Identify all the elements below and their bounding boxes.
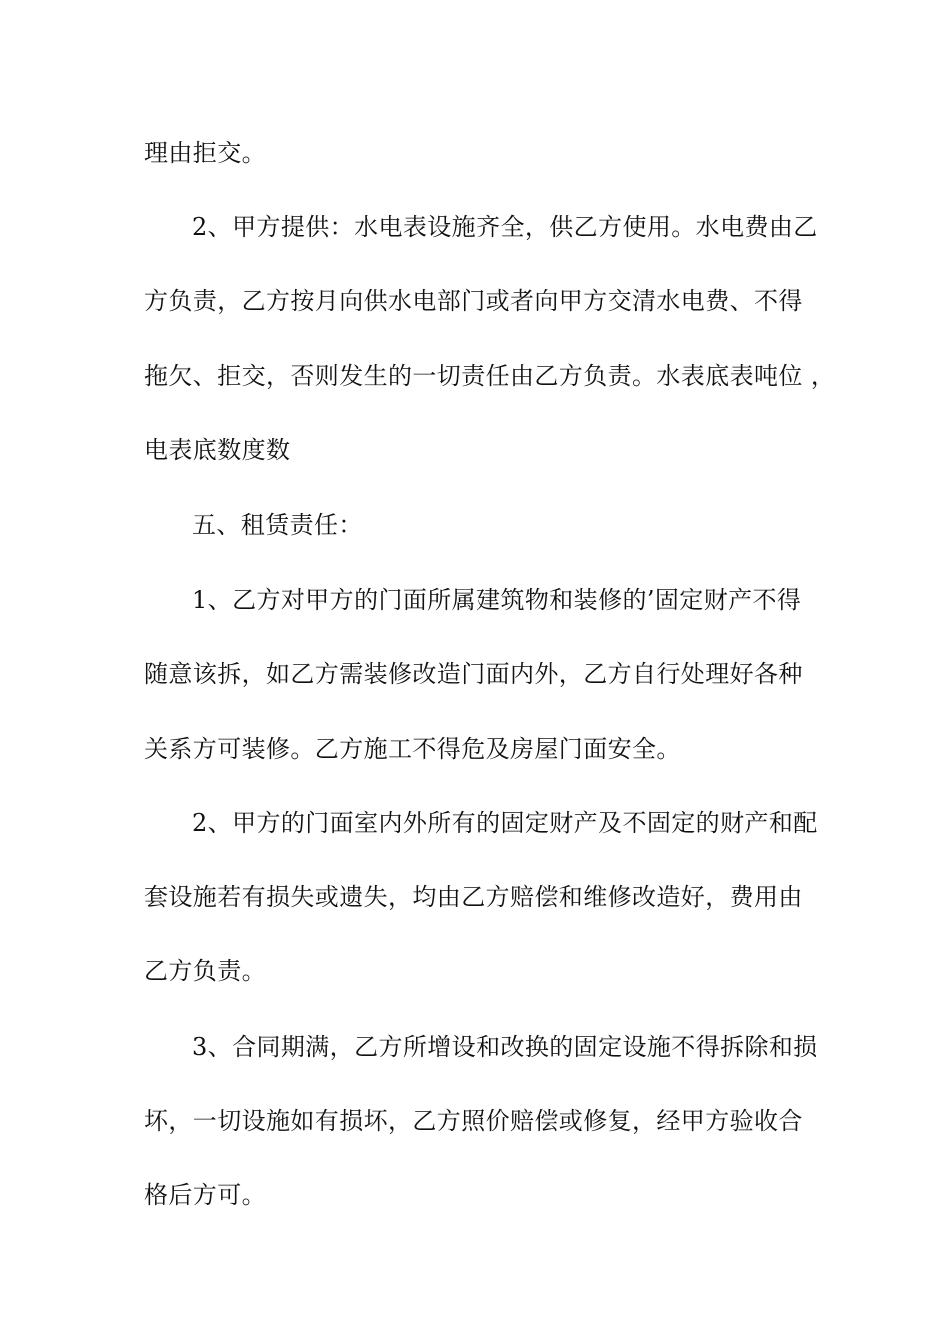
paragraph-clause-1: 1、乙方对甲方的门面所属建筑物和装修的’固定财产不得 (192, 586, 802, 614)
text-line: 随意该拆，如乙方需装修改造门面内外，乙方自行处理好各种 (144, 660, 803, 688)
paragraph-water-electricity: 2、甲方提供：水电表设施齐全，供乙方使用。水电费由乙 (192, 213, 818, 241)
paragraph-clause-3: 3、合同期满，乙方所增设和改换的固定设施不得拆除和损 (192, 1033, 818, 1061)
text-line: 理由拒交。 (144, 139, 266, 167)
text-line: 套设施若有损失或遗失，均由乙方赔偿和维修改造好，费用由 (144, 883, 803, 911)
text-line: 拖欠、拒交，否则发生的一切责任由乙方负责。水表底表吨位 ， (144, 362, 836, 390)
text-line: 关系方可装修。乙方施工不得危及房屋门面安全。 (144, 735, 681, 763)
text-line: 方负责，乙方按月向供水电部门或者向甲方交清水电费、不得 (144, 287, 803, 315)
section-heading-lease-responsibility: 五、租赁责任： (192, 511, 363, 539)
text-line: 坏，一切设施如有损坏，乙方照价赔偿或修复，经甲方验收合 (144, 1107, 803, 1135)
paragraph-clause-2: 2、甲方的门面室内外所有的固定财产及不固定的财产和配 (192, 809, 818, 837)
text-line: 乙方负责。 (144, 957, 266, 985)
text-line: 电表底数度数 (144, 436, 291, 464)
text-line: 格后方可。 (144, 1181, 266, 1209)
